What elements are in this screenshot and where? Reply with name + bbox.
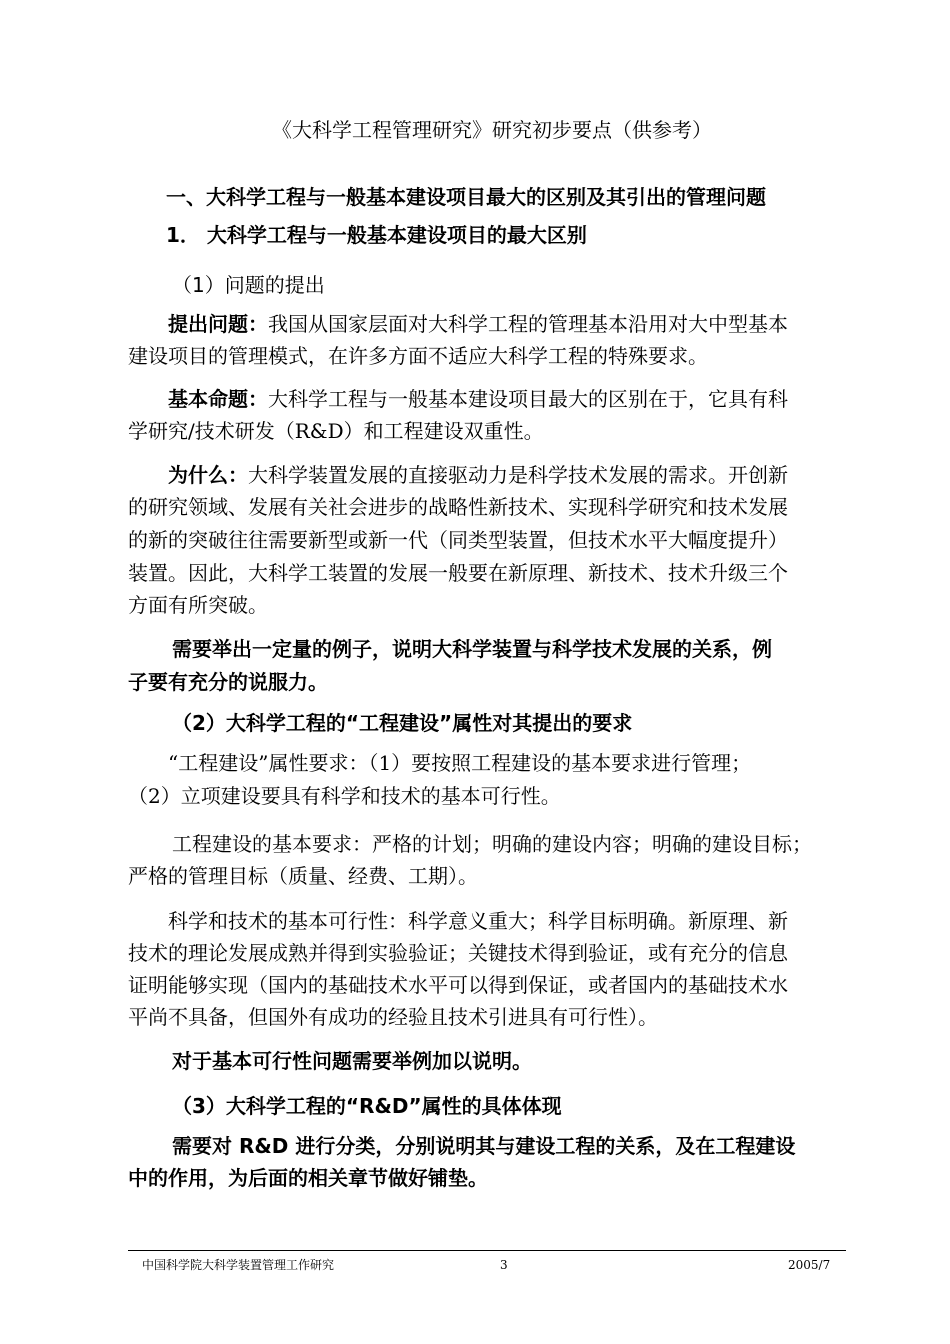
paragraph-line <box>168 310 788 338</box>
paragraph-line: 技术的理论发展成熟并得到实验验证；关键技术得到验证，或有充分的信息 <box>128 941 788 965</box>
paragraph-line: 方面有所突破。 <box>128 593 268 617</box>
footer-page-number: 3 <box>500 1258 508 1272</box>
paragraph-line: 建设项目的管理模式，在许多方面不适应大科学工程的特殊要求。 <box>128 344 708 368</box>
item-heading-1: （1）问题的提出 <box>172 273 325 297</box>
section-heading-1: 一、大科学工程与一般基本建设项目最大的区别及其引出的管理问题 <box>166 185 766 209</box>
paragraph-line: 工程建设的基本要求：严格的计划；明确的建设内容；明确的建设目标； <box>172 832 812 856</box>
paragraph-line: 装置。因此，大科学工装置的发展一般要在新原理、新技术、技术升级三个 <box>128 561 788 585</box>
item-heading-3: （3）大科学工程的“R&D”属性的具体体现 <box>172 1094 562 1118</box>
paragraph-line: 学研究/技术研发（R&D）和工程建设双重性。 <box>128 419 544 443</box>
paragraph-line: 子要有充分的说服力。 <box>128 670 328 694</box>
paragraph-label: 基本命题： <box>168 387 268 411</box>
paragraph-line: 平尚不具备，但国外有成功的经验且技术引进具有可行性）。 <box>128 1005 658 1029</box>
paragraph-text: 我国从国家层面对大科学工程的管理基本沿用对大中型基本 <box>268 312 788 336</box>
paragraph-text: 大科学工程与一般基本建设项目最大的区别在于，它具有科 <box>268 387 788 411</box>
paragraph-line: 的新的突破往往需要新型或新一代（同类型装置，但技术水平大幅度提升） <box>128 528 788 552</box>
document-title: 《大科学工程管理研究》研究初步要点（供参考） <box>272 118 712 142</box>
paragraph-line: （2）立项建设要具有科学和技术的基本可行性。 <box>128 784 561 808</box>
paragraph-line: 严格的管理目标（质量、经费、工期）。 <box>128 864 478 888</box>
paragraph-line: 需要对 R&D 进行分类，分别说明其与建设工程的关系，及在工程建设 <box>172 1134 796 1158</box>
footer-divider <box>128 1250 846 1251</box>
paragraph-text: 大科学装置发展的直接驱动力是科学技术发展的需求。开创新 <box>248 463 788 487</box>
item-heading-2: （2）大科学工程的“工程建设”属性对其提出的要求 <box>172 711 633 735</box>
paragraph-line: 的研究领域、发展有关社会进步的战略性新技术、实现科学研究和技术发展 <box>128 495 788 519</box>
footer-date: 2005/7 <box>788 1258 831 1272</box>
subsection-heading-1: 1． 大科学工程与一般基本建设项目的最大区别 <box>166 223 587 247</box>
footer-org-text: 中国科学院大科学装置管理工作研究 <box>142 1258 335 1272</box>
paragraph-line: 需要举出一定量的例子，说明大科学装置与科学技术发展的关系，例 <box>172 637 772 661</box>
paragraph-label: 提出问题： <box>168 312 268 336</box>
paragraph-line: 证明能够实现（国内的基础技术水平可以得到保证，或者国内的基础技术水 <box>128 973 788 997</box>
paragraph-line: “工程建设”属性要求：（1）要按照工程建设的基本要求进行管理； <box>168 751 752 775</box>
paragraph-line <box>168 461 788 489</box>
paragraph-line: 科学和技术的基本可行性：科学意义重大；科学目标明确。新原理、新 <box>168 909 788 933</box>
paragraph-label: 为什么： <box>168 463 248 487</box>
paragraph-line: 对于基本可行性问题需要举例加以说明。 <box>172 1049 532 1073</box>
paragraph-line: 中的作用，为后面的相关章节做好铺垫。 <box>128 1166 488 1190</box>
paragraph-line <box>168 385 788 413</box>
